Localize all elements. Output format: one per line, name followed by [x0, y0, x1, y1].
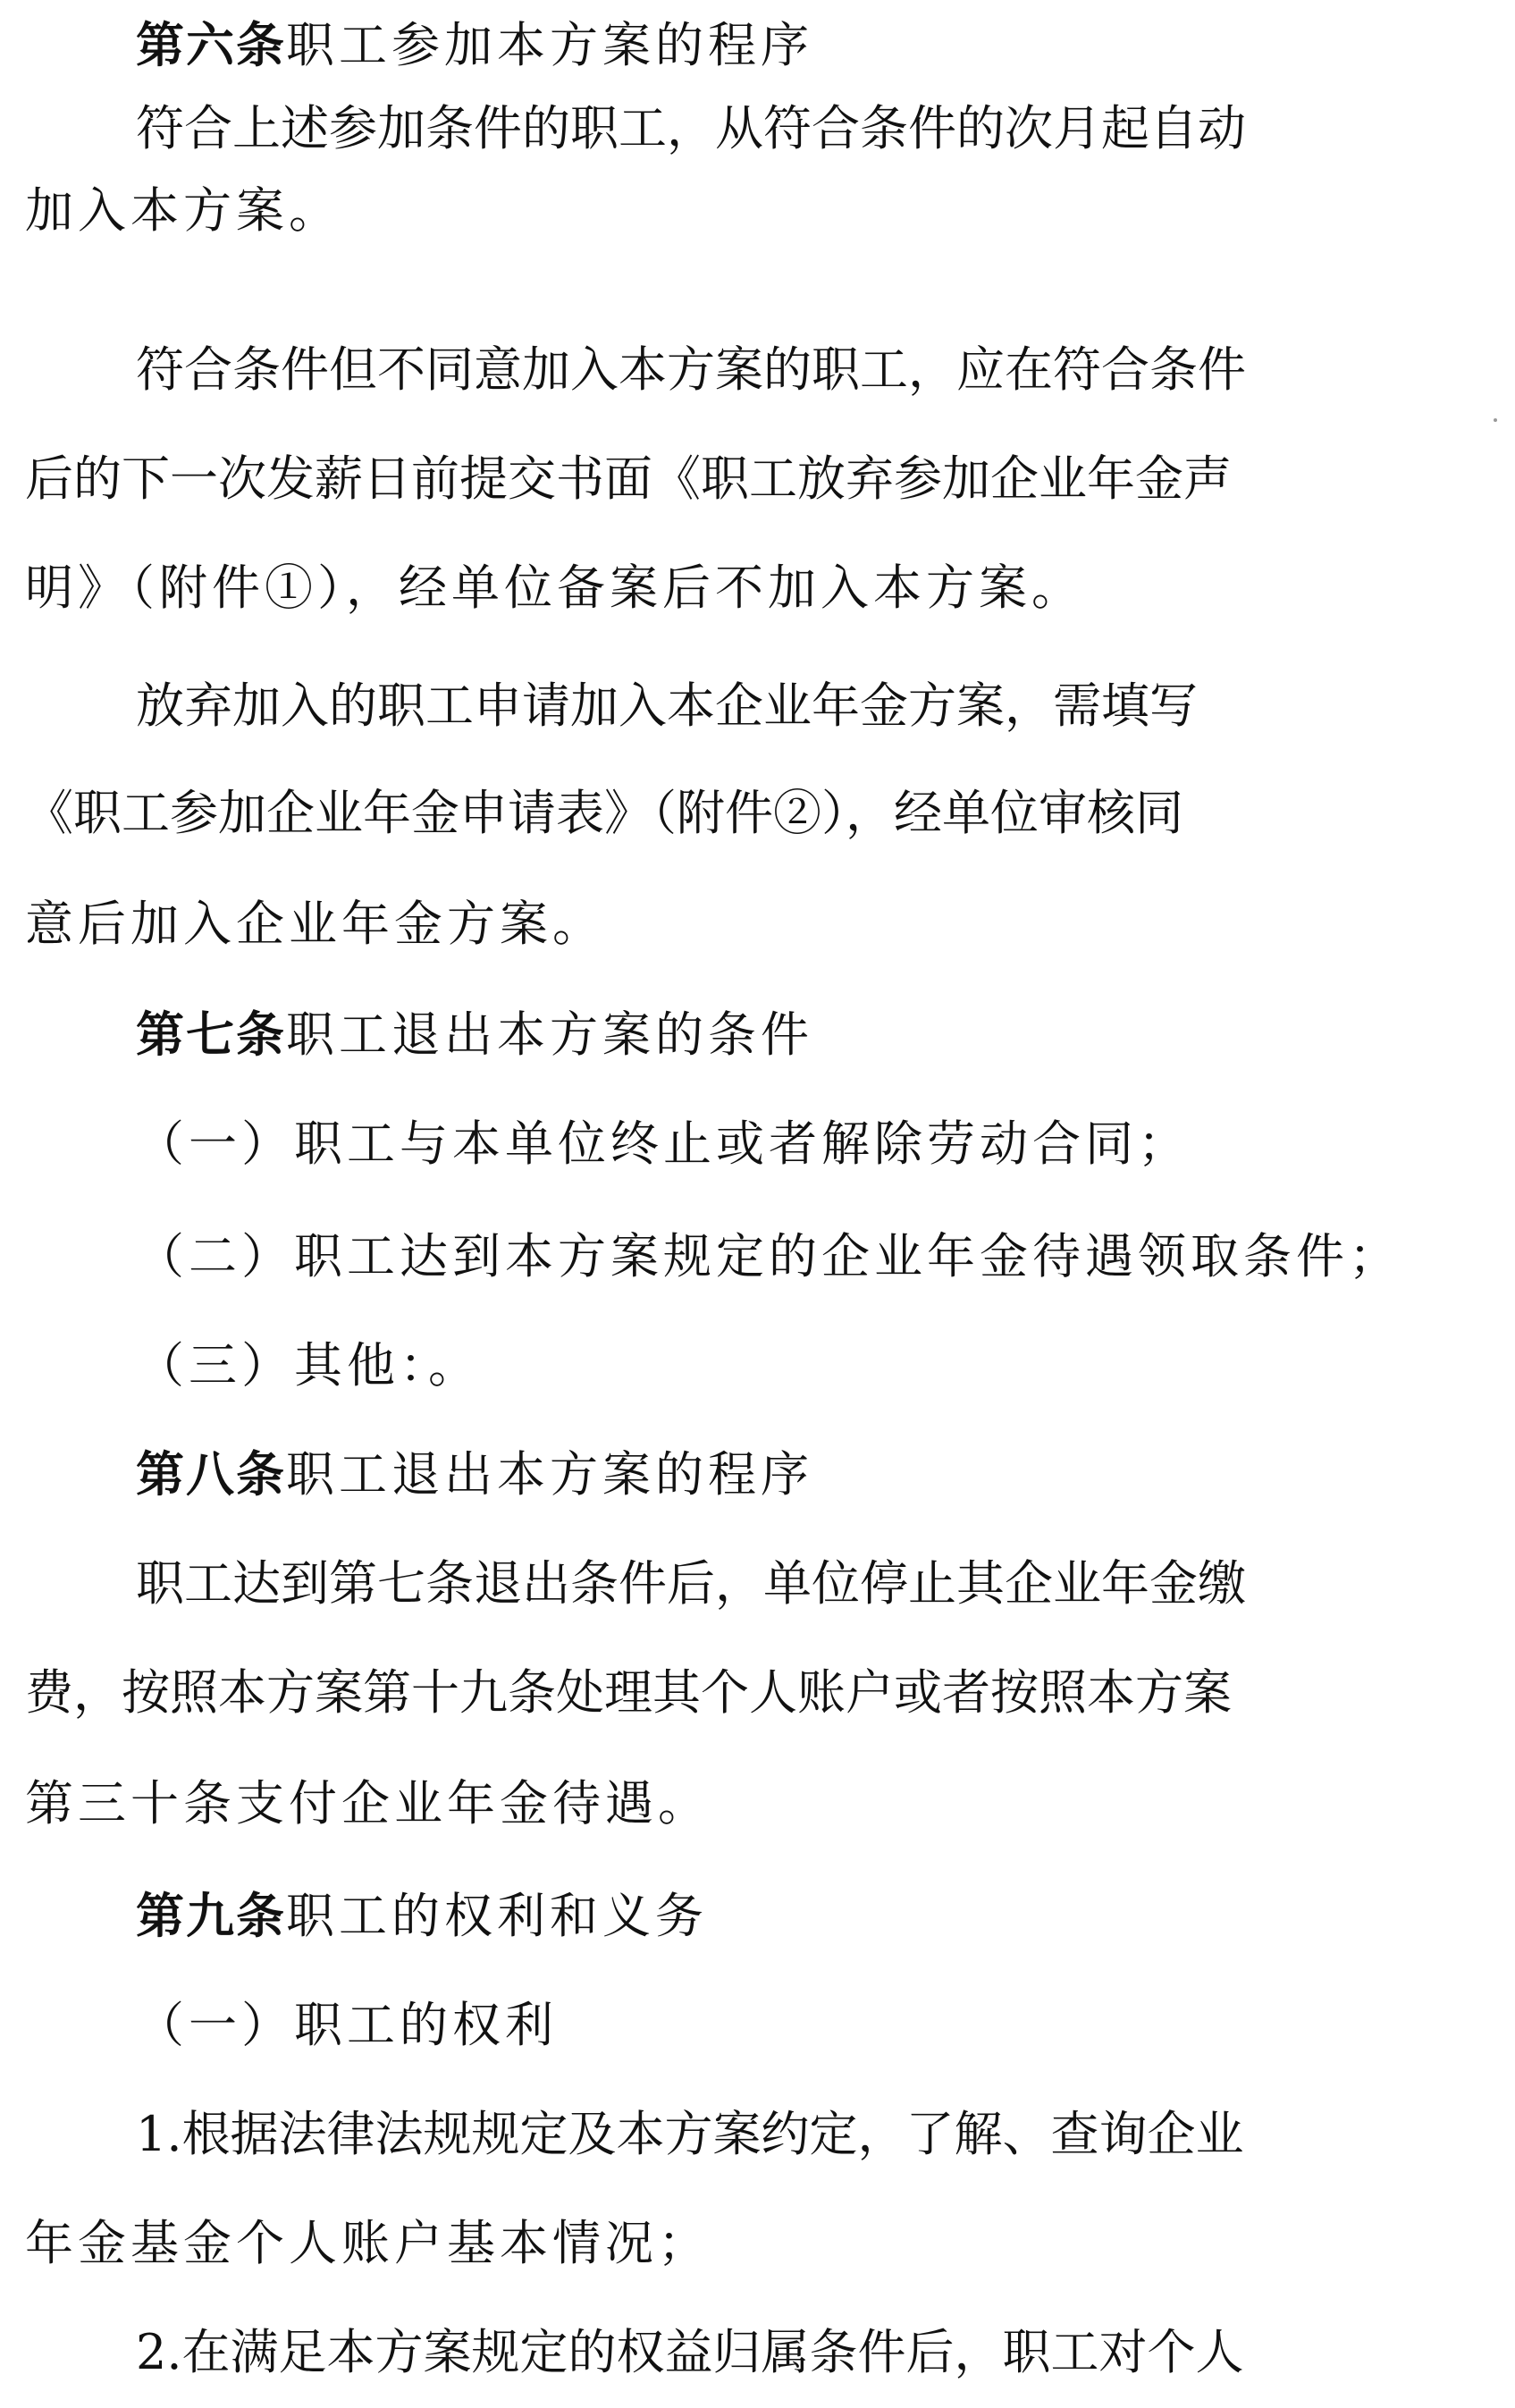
paragraph-line: 符合上述参加条件的职工，从符合条件的次月起自动 — [136, 100, 1246, 156]
article-title: 职工参加本方案的程序 — [286, 17, 813, 73]
article-8-heading — [136, 1419, 1491, 1530]
list-item: （二）职工达到本方案规定的企业年金待遇领取条件； — [136, 1228, 1401, 1284]
paragraph-line: 意后加入企业年金方案。 — [25, 896, 605, 952]
article-title: 职工退出本方案的程序 — [286, 1446, 813, 1503]
paragraph-line: 加入本方案。 — [25, 182, 341, 239]
paragraph-line: 《职工参加企业年金申请表》（附件②），经单位审核同 — [25, 785, 1183, 841]
scan-speck — [1494, 418, 1497, 422]
paragraph-line: 年金基金个人账户基本情况； — [25, 2215, 711, 2271]
paragraph-line: 符合条件但不同意加入本方案的职工，应在符合条件 — [136, 341, 1246, 398]
paragraph-line: 1.根据法律法规规定及本方案约定，了解、查询企业 — [136, 2106, 1244, 2162]
article-label: 第八条 — [136, 1446, 286, 1503]
article-9-heading — [136, 1861, 1491, 1972]
paragraph-line: 职工达到第七条退出条件后，单位停止其企业年金缴 — [136, 1555, 1246, 1612]
article-title: 职工的权利和义务 — [286, 1888, 708, 1944]
article-label: 第七条 — [136, 1006, 286, 1063]
list-item: （三）其他：。 — [136, 1337, 481, 1393]
list-item: （一）职工与本单位终止或者解除劳动合同； — [136, 1116, 1191, 1172]
paragraph-line: 放弃加入的职工申请加入本企业年金方案，需填写 — [136, 678, 1198, 734]
paragraph-line: 第三十条支付企业年金待遇。 — [25, 1775, 711, 1831]
article-label: 第六条 — [136, 17, 286, 73]
paragraph-line: 2.在满足本方案规定的权益归属条件后，职工对个人 — [136, 2324, 1244, 2380]
paragraph-line: 费，按照本方案第十九条处理其个人账户或者按照本方案 — [25, 1664, 1232, 1721]
paragraph-line: 后的下一次发薪日前提交书面《职工放弃参加企业年金声 — [25, 450, 1232, 507]
article-title: 职工退出本方案的条件 — [286, 1006, 813, 1063]
article-7-heading — [136, 980, 1491, 1090]
article-label: 第九条 — [136, 1888, 286, 1944]
paragraph-line: 明》（附件①），经单位备案后不加入本方案。 — [25, 560, 1084, 616]
subsection-title: （一）职工的权利 — [136, 1997, 558, 2053]
